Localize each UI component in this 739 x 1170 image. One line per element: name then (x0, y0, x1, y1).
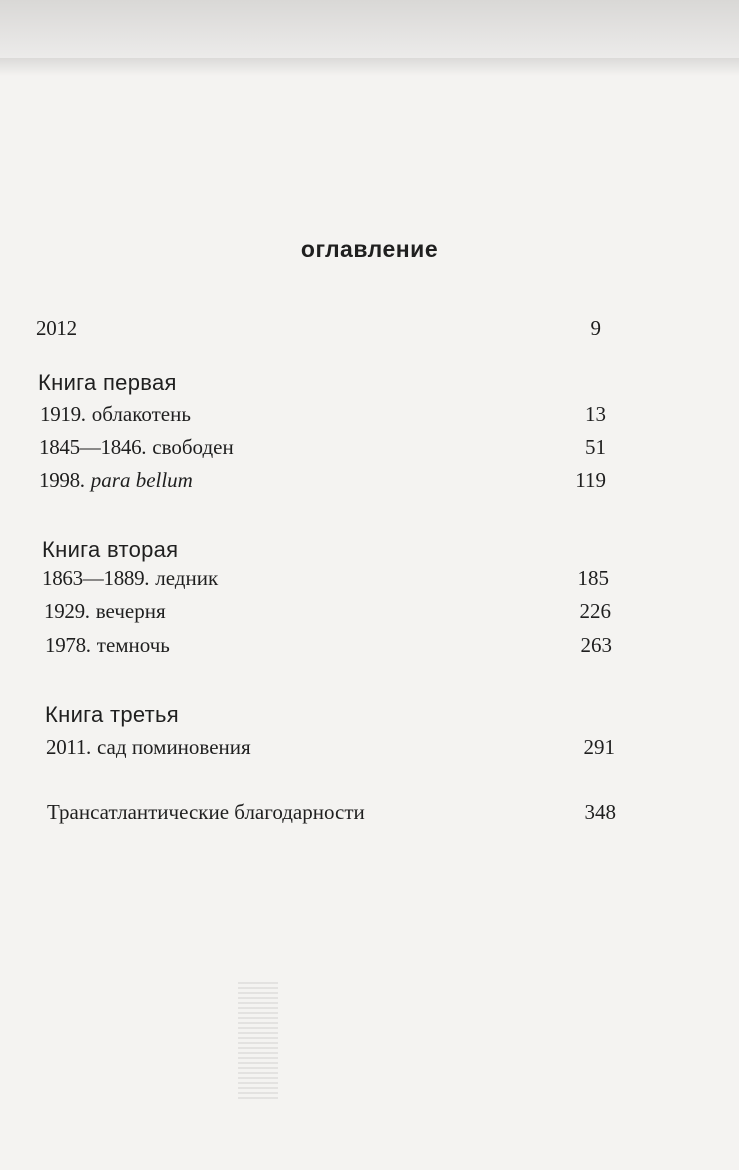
toc-entry[interactable] (0, 435, 739, 465)
book-3-heading: Книга третья (45, 702, 180, 727)
entry-label (44, 599, 166, 624)
entry-page-number: 226 (579, 599, 611, 623)
entry-title: ледник (155, 566, 219, 590)
entry-title: облакотень (91, 402, 191, 426)
toc-entry-acknowledgements[interactable] (0, 800, 739, 830)
entry-year: 1929. (44, 599, 90, 623)
entry-label (40, 402, 191, 427)
entry-label (36, 316, 77, 341)
entry-page-number: 263 (580, 633, 612, 657)
entry-label (39, 435, 234, 460)
page-fold-shadow (0, 58, 739, 76)
entry-label: Трансатлантические благодарности (47, 800, 365, 824)
entry-page-number: 185 (577, 566, 609, 590)
book-1-heading: Книга первая (38, 370, 177, 395)
entry-label (46, 735, 251, 760)
entry-page-number: 13 (585, 402, 606, 426)
entry-title: свободен (152, 435, 234, 459)
entry-label (45, 633, 170, 658)
entry-year: 2011. (46, 735, 91, 759)
toc-entry[interactable] (0, 468, 739, 498)
toc-entry[interactable] (0, 599, 739, 629)
entry-title: сад поминовения (96, 735, 251, 759)
book-2-heading: Книга вторая (42, 537, 179, 562)
entry-page-number: 9 (590, 316, 601, 340)
entry-label (39, 468, 193, 493)
toc-entry[interactable] (0, 735, 739, 765)
entry-title: вечерня (95, 599, 166, 623)
entry-label (42, 566, 218, 591)
entry-year: 1845—1846. (39, 435, 147, 459)
toc-title: оглавление (300, 236, 439, 262)
entry-year: 1863—1889. (42, 566, 150, 590)
toc-entry-prologue[interactable] (0, 316, 739, 346)
entry-page-number: 51 (585, 435, 606, 459)
entry-year: 1978. (45, 633, 91, 657)
entry-year: 2012 (36, 316, 77, 340)
toc-entry[interactable] (0, 402, 739, 432)
toc-entry[interactable] (0, 633, 739, 663)
toc-entry[interactable] (0, 566, 739, 596)
entry-page-number: 291 (583, 735, 615, 759)
entry-year: 1919. (40, 402, 86, 426)
page-top-edge (0, 0, 739, 58)
entry-page-number: 119 (575, 468, 606, 492)
entry-page-number: 348 (584, 800, 616, 824)
entry-title: para bellum (90, 468, 193, 492)
entry-year: 1998. (39, 468, 85, 492)
entry-title: темночь (96, 633, 170, 657)
barcode-show-through (238, 982, 278, 1102)
